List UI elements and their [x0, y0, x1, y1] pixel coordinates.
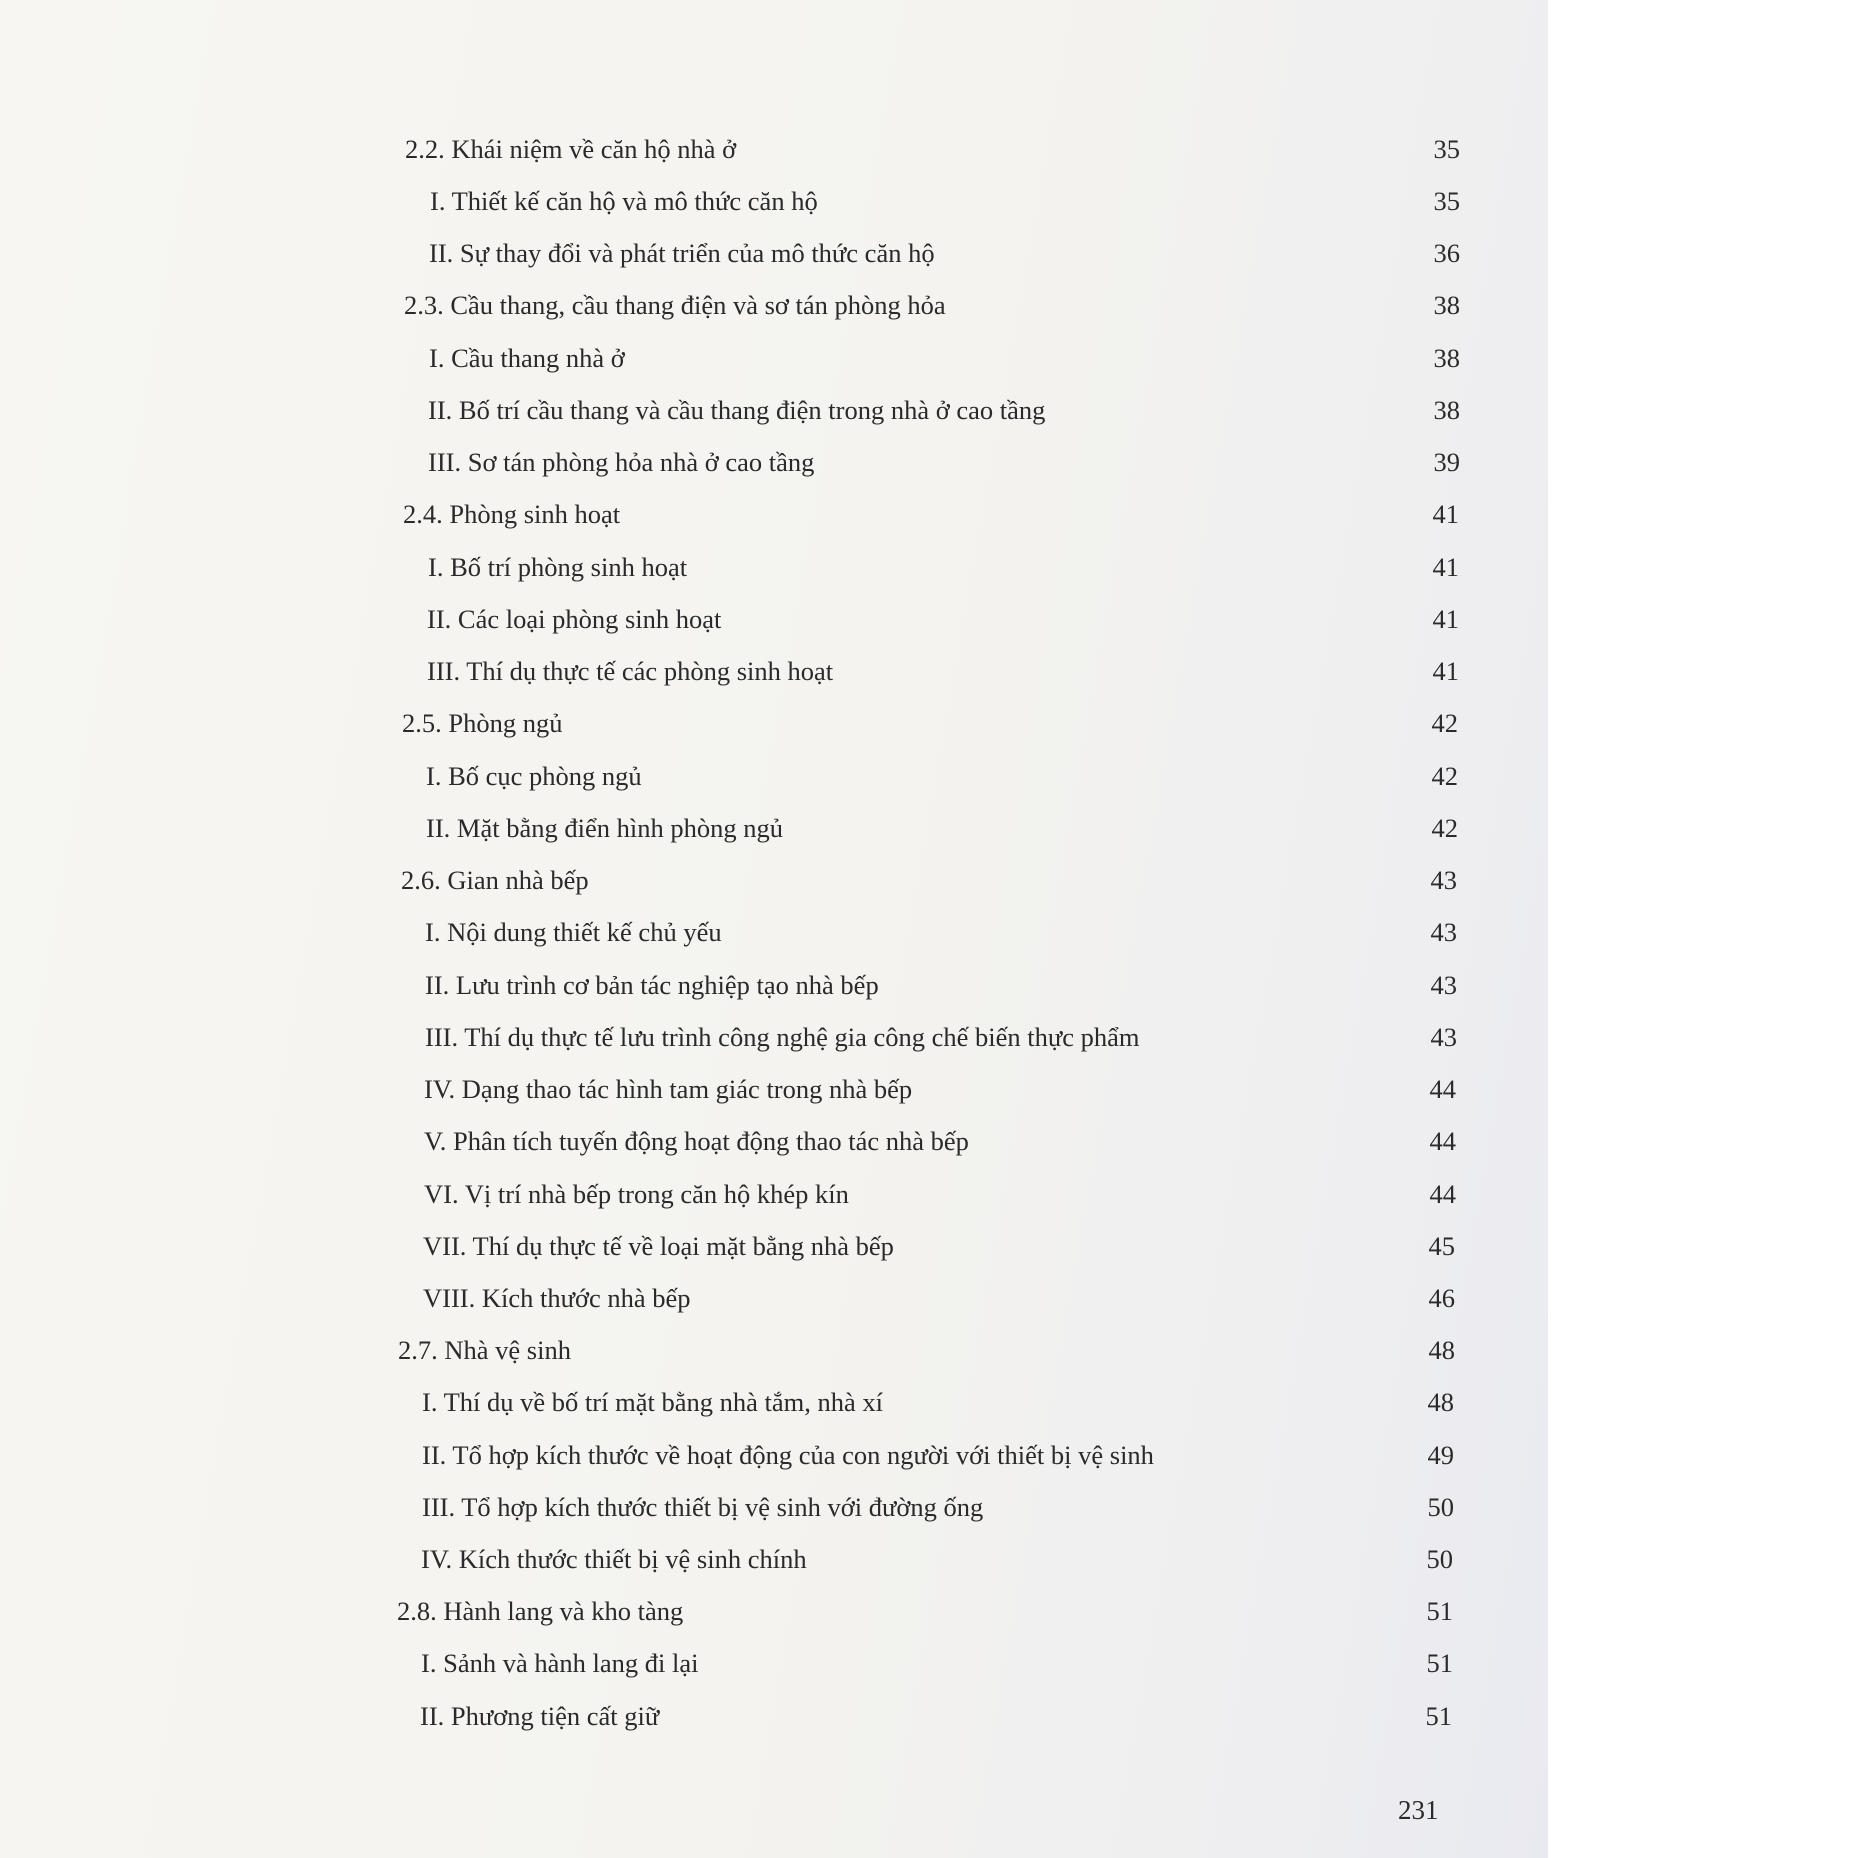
- toc-entry-label: II. Bố trí cầu thang và cầu thang điện trong nhà ở cao tầng: [428, 395, 1046, 425]
- toc-entry-page: 44: [1429, 1126, 1456, 1156]
- toc-entry-page: 45: [1428, 1231, 1455, 1261]
- toc-entry-page: 41: [1432, 499, 1459, 529]
- page-number: 231: [1398, 1795, 1439, 1825]
- toc-entry: [429, 233, 1460, 273]
- toc-entry-page: 51: [1426, 1648, 1453, 1678]
- toc-entry-page: 46: [1428, 1283, 1455, 1313]
- toc-entry-label: II. Mặt bằng điển hình phòng ngủ: [426, 813, 783, 843]
- toc-entry-label: IV. Kích thước thiết bị vệ sinh chính: [421, 1544, 807, 1574]
- toc-entry: [422, 1382, 1454, 1422]
- toc-entry-label: 2.2. Khái niệm về căn hộ nhà ở: [405, 134, 737, 164]
- toc-entry: [405, 129, 1460, 169]
- toc-entry: [430, 181, 1460, 221]
- toc-entry-label: 2.8. Hành lang và kho tàng: [397, 1596, 684, 1626]
- toc-entry-label: III. Thí dụ thực tế lưu trình công nghệ gia công chế biến thực phẩm: [425, 1022, 1140, 1052]
- toc-entry-page: 49: [1427, 1440, 1454, 1470]
- toc-entry-page: 41: [1432, 552, 1459, 582]
- toc-entry: [429, 338, 1460, 378]
- toc-entry: [398, 1330, 1455, 1370]
- toc-entry: [421, 1643, 1453, 1683]
- toc-entry-page: 43: [1430, 865, 1457, 895]
- toc-entry-label: II. Tổ hợp kích thước về hoạt động của con người với thiết bị vệ sinh: [422, 1440, 1154, 1470]
- toc-entry-page: 42: [1431, 761, 1458, 791]
- toc-entry-page: 44: [1429, 1074, 1456, 1104]
- toc-entry-label: 2.5. Phòng ngủ: [402, 708, 563, 738]
- toc-entry-page: 35: [1433, 186, 1460, 216]
- toc-entry: [421, 1539, 1453, 1579]
- toc-entry-label: II. Các loại phòng sinh hoạt: [427, 604, 722, 634]
- toc-entry-page: 38: [1433, 343, 1460, 373]
- toc-entry: [422, 1487, 1454, 1527]
- toc-entry-page: 43: [1430, 970, 1457, 1000]
- toc-entry-label: I. Bố trí phòng sinh hoạt: [428, 552, 688, 582]
- toc-entry-label: II. Lưu trình cơ bản tác nghiệp tạo nhà bếp: [425, 970, 879, 1000]
- toc-entry: [423, 1278, 1455, 1318]
- toc-entry-page: 41: [1432, 604, 1459, 634]
- toc-entry-label: I. Thí dụ về bố trí mặt bằng nhà tắm, nhà xí: [422, 1387, 883, 1417]
- toc-entry-label: I. Bố cục phòng ngủ: [426, 761, 642, 791]
- toc-entry-label: I. Nội dung thiết kế chủ yếu: [425, 917, 722, 947]
- toc-entry-label: 2.7. Nhà vệ sinh: [398, 1335, 571, 1365]
- toc-entry-page: 48: [1427, 1387, 1454, 1417]
- toc-entry: [404, 285, 1460, 325]
- toc-entry: [428, 547, 1459, 587]
- toc-entry: [401, 860, 1457, 900]
- toc-entry-label: II. Sự thay đổi và phát triển của mô thức căn hộ: [429, 238, 935, 268]
- toc-entry-label: III. Sơ tán phòng hỏa nhà ở cao tầng: [428, 447, 815, 477]
- toc-entry-label: V. Phân tích tuyến động hoạt động thao tác nhà bếp: [424, 1126, 969, 1156]
- toc-entry: [424, 1121, 1456, 1161]
- toc-entry-label: VII. Thí dụ thực tế về loại mặt bằng nhà bếp: [423, 1231, 894, 1261]
- toc-entry: [424, 1174, 1456, 1214]
- toc-entry: [403, 494, 1459, 534]
- toc-entry-page: 50: [1427, 1492, 1454, 1522]
- toc-entry-label: VI. Vị trí nhà bếp trong căn hộ khép kín: [424, 1179, 849, 1209]
- toc-entry-label: VIII. Kích thước nhà bếp: [423, 1283, 691, 1313]
- toc-entry-page: 43: [1430, 1022, 1457, 1052]
- toc-entry: [427, 651, 1459, 691]
- toc-entry-page: 38: [1433, 290, 1460, 320]
- toc-entry: [427, 599, 1459, 639]
- toc-entry-label: III. Thí dụ thực tế các phòng sinh hoạt: [427, 656, 834, 686]
- toc-entry-page: 51: [1425, 1701, 1452, 1731]
- toc-entry-label: 2.6. Gian nhà bếp: [401, 865, 589, 895]
- toc-entry-page: 38: [1433, 395, 1460, 425]
- toc-entry: [425, 1017, 1457, 1057]
- toc-entry-label: I. Thiết kế căn hộ và mô thức căn hộ: [430, 186, 818, 216]
- toc-entry: [424, 1069, 1456, 1109]
- toc-entry-page: 42: [1431, 813, 1458, 843]
- toc-entry-page: 48: [1428, 1335, 1455, 1365]
- toc-entry-label: I. Sảnh và hành lang đi lại: [421, 1648, 699, 1678]
- toc-entry-label: 2.3. Cầu thang, cầu thang điện và sơ tán phòng hỏa: [404, 290, 946, 320]
- toc-entry: [422, 1435, 1454, 1475]
- toc-entry-page: 35: [1433, 134, 1460, 164]
- toc-entry-page: 50: [1426, 1544, 1453, 1574]
- toc-entry-label: III. Tổ hợp kích thước thiết bị vệ sinh với đường ống: [422, 1492, 984, 1522]
- toc-entry: [426, 808, 1458, 848]
- toc-entry: [428, 390, 1460, 430]
- page-margin: [1548, 0, 1858, 1858]
- toc-entry-page: 41: [1432, 656, 1459, 686]
- toc-entry: [423, 1226, 1455, 1266]
- toc-entry-label: 2.4. Phòng sinh hoạt: [403, 499, 621, 529]
- toc-entry-page: 51: [1426, 1596, 1453, 1626]
- toc-entry-label: II. Phương tiện cất giữ: [420, 1701, 660, 1731]
- toc-entry-page: 36: [1433, 238, 1460, 268]
- toc-entry: [397, 1591, 1453, 1631]
- toc-entry: [428, 442, 1460, 482]
- toc-entry: [425, 912, 1457, 952]
- toc-entry-label: IV. Dạng thao tác hình tam giác trong nhà bếp: [424, 1074, 913, 1104]
- toc-entry-page: 43: [1430, 917, 1457, 947]
- toc-entry-label: I. Cầu thang nhà ở: [429, 343, 625, 373]
- toc-entry: [402, 703, 1458, 743]
- toc-entry: [426, 756, 1458, 796]
- toc-entry: [420, 1696, 1452, 1736]
- toc-entry-page: 42: [1431, 708, 1458, 738]
- toc-entry-page: 44: [1429, 1179, 1456, 1209]
- toc-entry: [425, 965, 1457, 1005]
- toc-entry-page: 39: [1433, 447, 1460, 477]
